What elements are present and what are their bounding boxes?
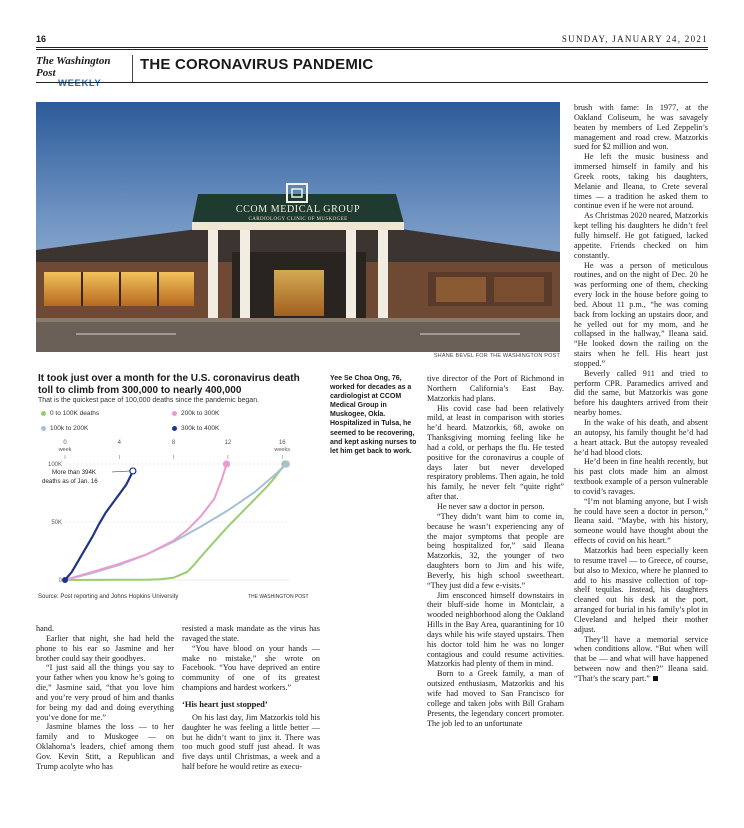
legend-item-0	[41, 410, 99, 417]
article-paragraph: Earlier that night, she had held the phone to his ear so Jasmine and her brother could say their goodbyes.	[36, 633, 174, 663]
chart-source: Source: Post reporting and Johns Hopkins University	[38, 594, 179, 600]
article-paragraph: His covid case had been relatively mild, at least in comparison with stories he’d heard. Matzorkis, 68, awoke on Thanksgiving morning feeling like he had a cold, or perhaps the flu. He tested positive for the coronavirus a couple of days later but never developed respiratory problems. Then again, he told his family, he never felt “quite right” after that.	[427, 403, 564, 502]
legend-item-1	[41, 425, 88, 432]
x-tick-label: 12	[224, 440, 232, 446]
sign-line-1: CCOM MEDICAL GROUP	[235, 204, 361, 215]
article-paragraph: They’ll have a memorial service when conditions allow. “But when will that be — and what will have happened between now and then?” Ileana said. “That’s the scary part.”	[574, 634, 708, 683]
legend-item-3	[172, 425, 219, 432]
y-tick-label: 50K	[51, 520, 62, 526]
article-paragraph: brush with fame: In 1977, at the Oakland Coliseum, he was savagely beaten by members of Led Zeppelin’s management and road crew. Matzorkis sued for $2 million and won.	[574, 103, 708, 152]
article-column-1	[36, 624, 174, 772]
end-mark-icon	[653, 676, 658, 681]
series-startpoint	[62, 577, 68, 583]
sign-line-2: CARDIOLOGY CLINIC OF MUSKOGEE	[248, 217, 348, 222]
x-tick-label: 16	[278, 440, 286, 446]
parking-lot	[36, 320, 560, 352]
annotation-line-2: deaths as of Jan. 16	[42, 478, 98, 485]
article-paragraph: “You have blood on your hands — make no mistake,” she wrote on Facebook. “You have deprived an entire community of one of its greatest champions and hardest workers.”	[182, 643, 320, 693]
series-endpoint-1	[283, 461, 289, 467]
article-paragraph: Beverly called 911 and tried to perform CPR. Paramedics arrived and did the same, but Matzorkis was gone before his daughters arrived from their nearby homes.	[574, 368, 708, 418]
annotation-line-1: More than 394K	[52, 469, 97, 476]
entrance-door	[274, 270, 324, 316]
masthead-name: The Washington Post	[36, 55, 111, 79]
article-paragraph: “I just said all the things you say to your father when you know he’s going to die,” Jasmine said, “that you love him and you’re very proud of him and thanks for being my dad and doing everything you’ve done for me.”	[36, 663, 174, 722]
article-paragraph: He’d been in fine health recently, but his past clots made him an almost textbook example of a person vulnerable to covid’s ravages.	[574, 457, 708, 496]
article-paragraph: Jasmine blames the loss — to her family and to Muskogee — on Oklahoma’s leaders, chief among them Gov. Kevin Stitt, a Republican and Trump acolyte who has	[36, 722, 174, 771]
article-paragraph: tive director of the Port of Richmond in Northern California’s East Bay. Matzorkis had plans.	[427, 374, 564, 403]
x-tick-label: 0	[63, 440, 67, 446]
article-paragraph: Matzorkis had been especially keen to resume travel — to Greece, of course, but also to Mexico, where he planned to add to his massive collection of top-shelf tequilas. Instead, his daughters cleaned out his desk at the port, arranged for burial in his family’s plot in Cleveland and helped their mother adjust.	[574, 545, 708, 634]
clinic-photo	[36, 102, 560, 352]
top-rule	[36, 47, 708, 50]
legend-swatch-0	[41, 411, 46, 416]
awning-trim	[192, 222, 404, 230]
chart-title: It took just over a month for the U.S. coronavirus death toll to climb from 300,000 to nearly 400,000	[38, 373, 300, 396]
article-paragraph: hand.	[36, 624, 54, 633]
x-tick-label: 8	[171, 440, 176, 446]
page-number: 16	[36, 34, 47, 44]
article-column-4	[574, 103, 708, 684]
photo-credit: SHANE BEVEL FOR THE WASHINGTON POST	[433, 353, 560, 359]
section-title: THE CORONAVIRUS PANDEMIC	[140, 56, 374, 73]
series-endpoint-3	[130, 468, 136, 474]
legend-swatch-1	[41, 426, 46, 431]
y-tick-label: 0	[58, 578, 62, 584]
masthead-divider	[132, 55, 133, 82]
article-paragraph: He never saw a doctor in person.	[437, 501, 545, 511]
chart-credit: THE WASHINGTON POST	[248, 594, 309, 600]
legend-swatch-2	[172, 411, 177, 416]
masthead-logo	[36, 55, 132, 89]
legend-item-2	[172, 410, 219, 417]
article-paragraph: resisted a mask mandate as the virus has ravaged the state.	[182, 624, 320, 643]
legend-swatch-3	[172, 426, 177, 431]
article-paragraph: “They didn’t want him to come in, because he wasn’t experiencing any of the major symptoms that people are being hospitalized for,” said Ileana Matzorkis, 32, the younger of two daughters born to Jim and his wife, Beverly, his high school sweetheart. “They just did a few e-visits.”	[427, 511, 564, 590]
article-paragraph: On his last day, Jim Matzorkis told his daughter he was feeling a little better — but he didn’t want to jinx it. There was too much good stuff just ahead. It was five days until Christmas, a week and a half before he would retire as execu-	[182, 712, 320, 772]
article-paragraph: Born to a Greek family, a man of outsized enthusiasm, Matzorkis and his wife had moved to San Francisco for college and taken jobs with Bill Graham Presents, the legendary concert promoter. The job led to an unfortunate	[427, 669, 564, 728]
article-paragraph: He was a person of meticulous routines, and on the night of Dec. 20 he was performing one of them, checking every lock in the house before going to bed. About 11 p.m., “he was coming back from locking an upstairs door, and he yelled out for my mom, and he collapsed in the hallway,” Ileana said. “He looked down the railing on the stairs when he fell. His heart just stopped.”	[574, 260, 708, 368]
section-rule	[36, 82, 708, 83]
article-column-2	[182, 624, 320, 772]
series-endpoint-2	[224, 461, 230, 467]
legend-label-0: 0 to 100K deaths	[50, 410, 100, 417]
photo-caption: Yee Se Choa Ong, 76, worked for decades as a cardiologist at CCOM Medical Group in Muskogee, Okla. Hospitalized in Tulsa, he seemed to be recovering, and kept asking nurses to let him get back to work.	[330, 375, 417, 455]
y-tick-label: 100K	[47, 462, 62, 468]
issue-date: SUNDAY, JANUARY 24, 2021	[561, 34, 708, 44]
x-tick-sublabel: week	[58, 447, 72, 453]
article-paragraph: As Christmas 2020 neared, Matzorkis kept telling his daughters he didn’t feel fully himself. He got fatigued, lacked appetite. Friends checked on him constantly.	[574, 211, 708, 260]
legend-label-1: 100k to 200K	[50, 425, 89, 432]
article-paragraph: In the wake of his death, and absent an autopsy, his family thought he’d had a heart attack. But the autopsy revealed he’d had blood clots.	[574, 418, 708, 457]
legend-label-2: 200k to 300K	[181, 410, 220, 417]
article-paragraph: “I’m not blaming anyone, but I wish he could have seen a doctor in person,” Ileana said. “Maybe, with his history, someone would have thought about the effects of covid on his heart.”	[574, 496, 708, 546]
article-paragraph: He left the music business and immersed himself in family and his Greek roots, taking his daughters, Melanie and Ileana, to Crete several times — a tradition he asked them to continue even if he were not around.	[574, 152, 708, 211]
masthead-edition: WEEKLY	[58, 78, 102, 89]
article-subhead: ‘His heart just stopped’	[182, 698, 268, 709]
chart-subtitle: That is the quickest pace of 100,000 deaths since the pandemic began.	[38, 397, 260, 404]
annotation-leader	[112, 471, 130, 472]
death-toll-chart	[36, 436, 316, 592]
legend-label-3: 300k to 400K	[181, 425, 220, 432]
clinic-photo-illustration	[36, 102, 560, 352]
x-tick-sublabel: weeks	[274, 447, 291, 453]
x-tick-label: 4	[117, 440, 121, 446]
article-paragraph: Jim ensconced himself downstairs in their bluff-side home in Montclair, a wooded neighborhood along the Oakland Hills in the Bay Area, quarantining for 10 days while his wife stayed upstairs. Then his doctor told him he was no longer contagious and could resume activities. Matzorkis had plenty of them in mind.	[427, 590, 564, 669]
article-column-3	[427, 374, 564, 728]
